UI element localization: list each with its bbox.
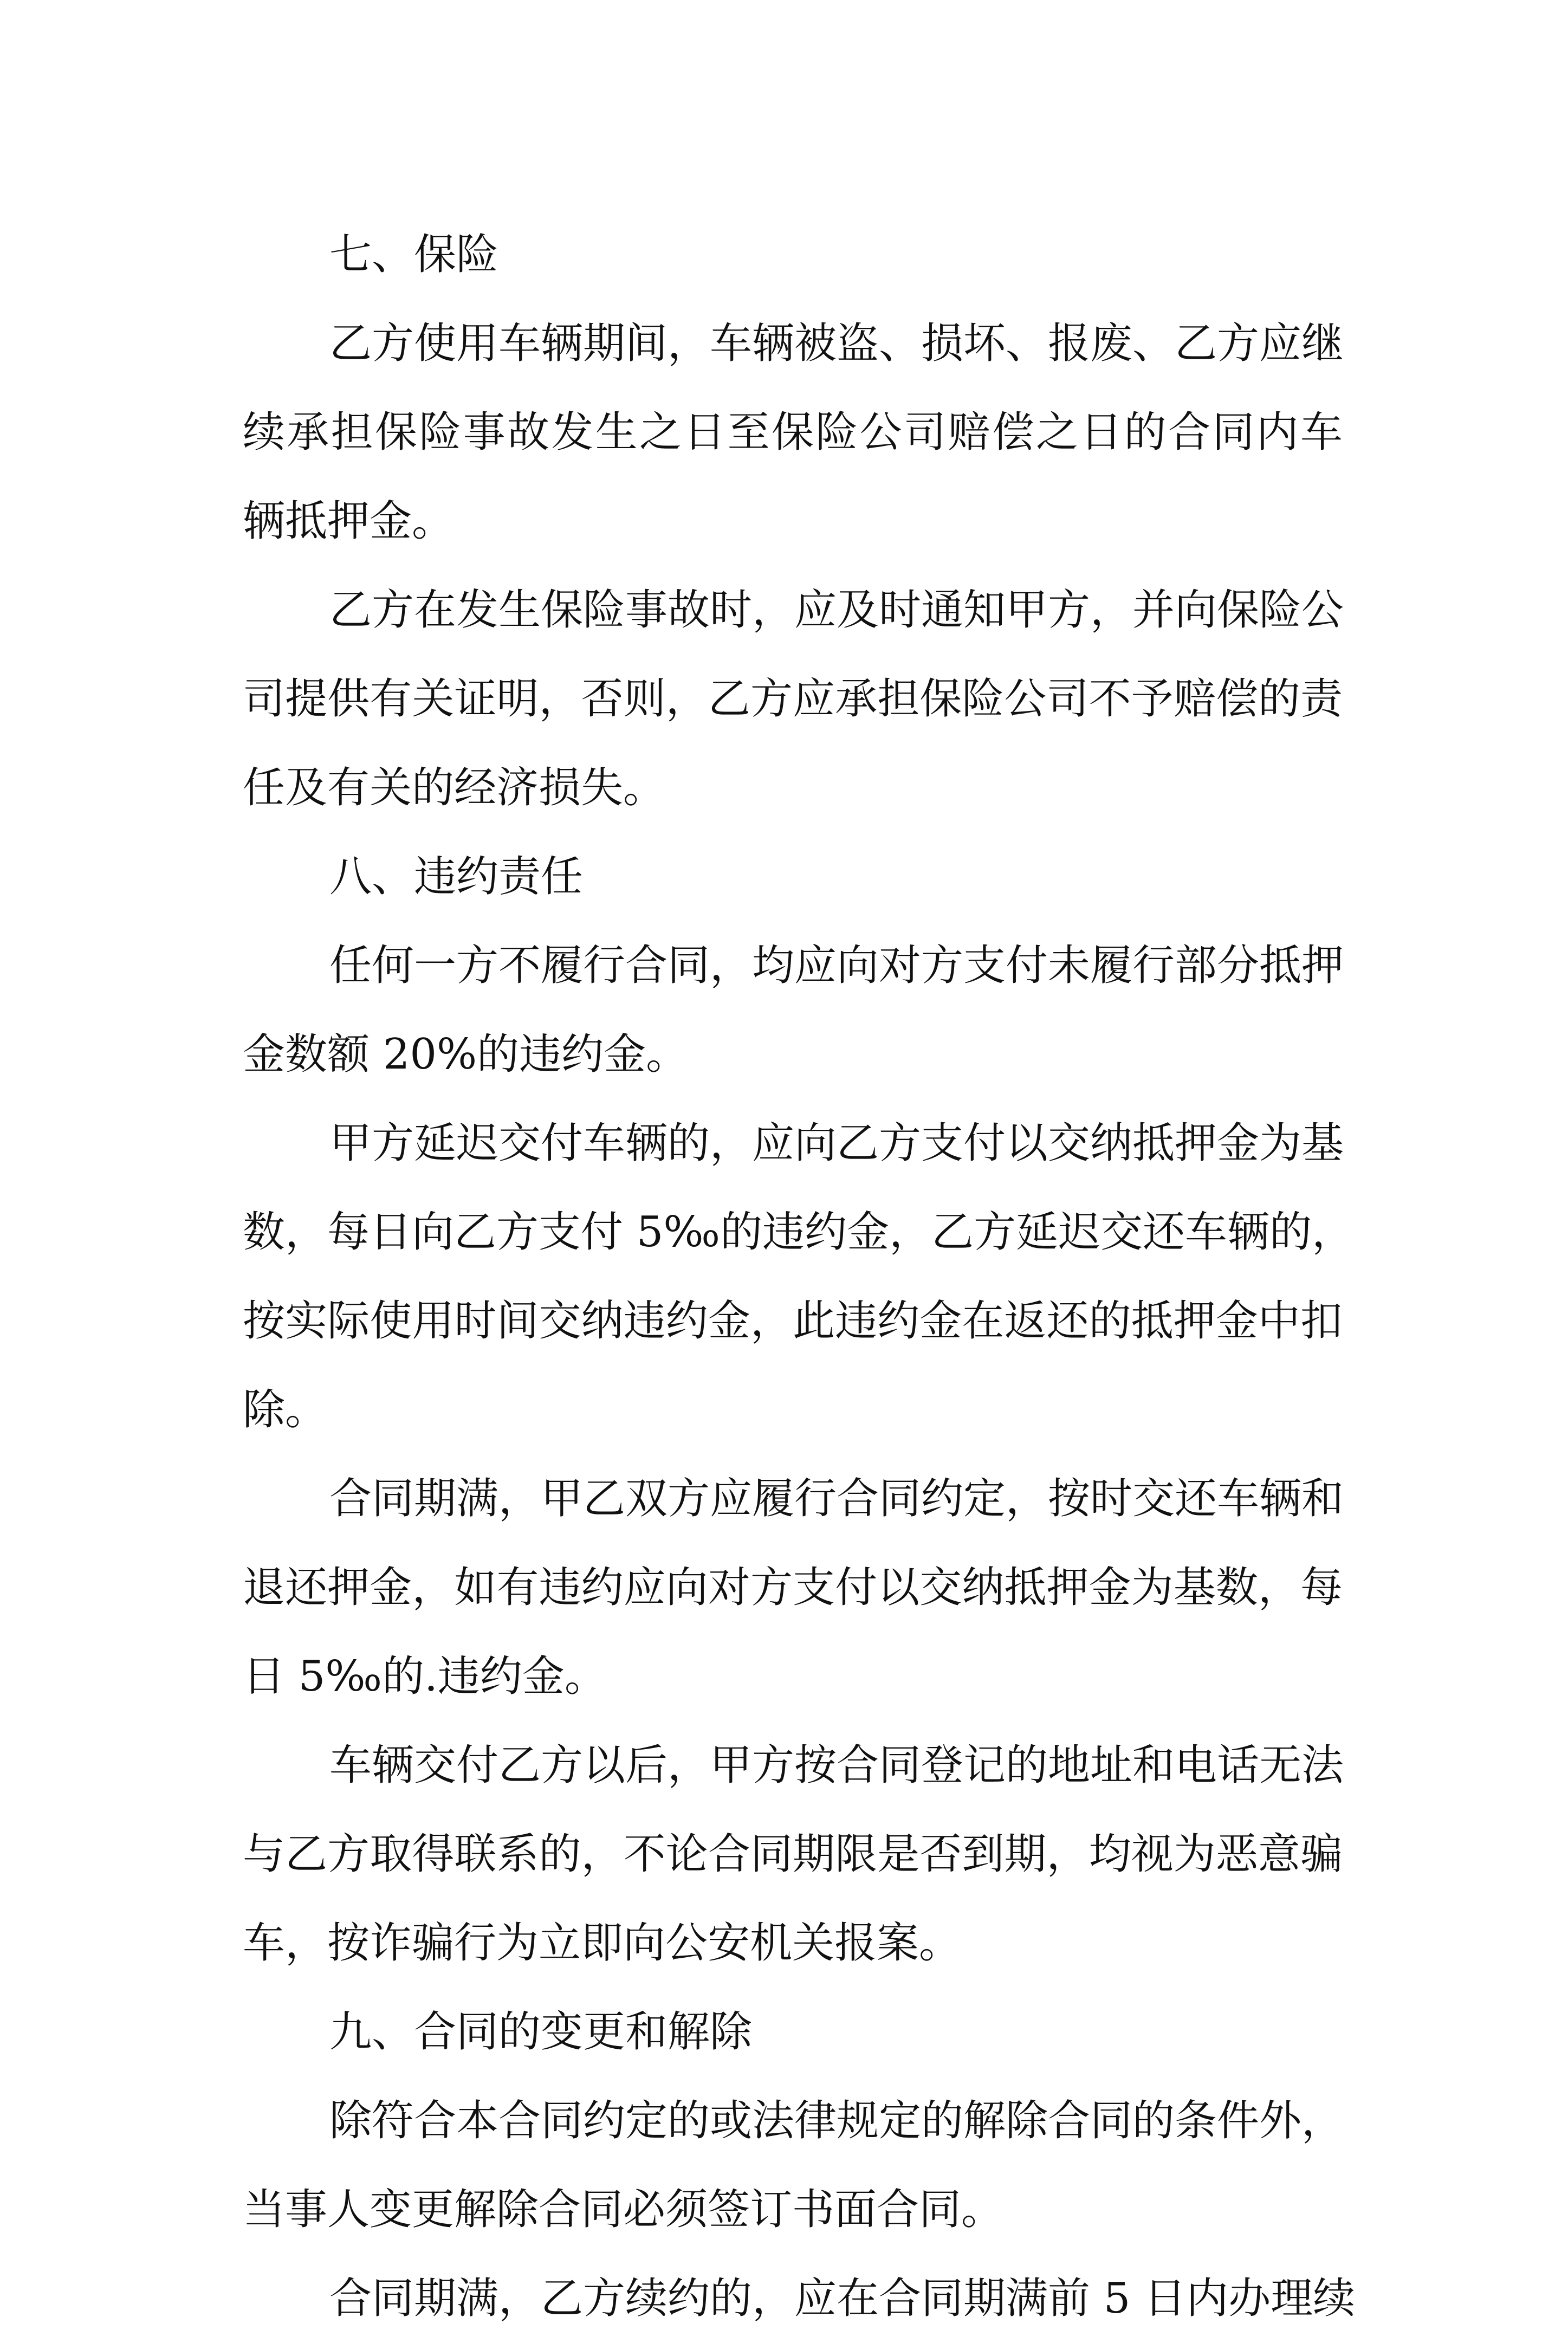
text-line: 甲方延迟交付车辆的，应向乙方支付以交纳抵押金为基 <box>329 1119 1344 1168</box>
text-line: 合同期满，乙方续约的，应在合同期满前 5 日内办理续 <box>329 2274 1356 2323</box>
text-line: 辆抵押金。 <box>243 497 455 546</box>
text-line: 乙方使用车辆期间，车辆被盗、损坏、报废、乙方应继 <box>329 319 1344 368</box>
paragraph-insurance-2 <box>243 566 1343 832</box>
text-line: 续承担保险事故发生之日至保险公司赔偿之日的合同内车 <box>243 408 1343 457</box>
paragraph-insurance-1 <box>243 299 1343 566</box>
section-heading-modification: 九、合同的变更和解除 <box>329 2008 753 2056</box>
text-line: 日 5‰的.违约金。 <box>243 1652 607 1701</box>
text-line: 除符合本合同约定的或法律规定的解除合同的条件外， <box>329 2096 1344 2145</box>
section-heading-insurance: 七、保险 <box>329 230 499 279</box>
text-line: 任及有关的经济损失。 <box>243 763 666 812</box>
text-line: 按实际使用时间交纳违约金，此违约金在返还的抵押金中扣 <box>243 1297 1343 1345</box>
text-line: 车辆交付乙方以后，甲方按合同登记的地址和电话无法 <box>329 1741 1344 1790</box>
text-line: 数，每日向乙方支付 5‰的违约金，乙方延迟交还车辆的， <box>243 1208 1355 1257</box>
text-line: 合同期满，甲乙双方应履行合同约定，按时交还车辆和 <box>329 1474 1344 1523</box>
paragraph-breach-1 <box>243 921 1343 1099</box>
text-line: 任何一方不履行合同，均应向对方支付未履行部分抵押 <box>329 941 1344 990</box>
text-line: 退还押金，如有违约应向对方支付以交纳抵押金为基数，每 <box>243 1563 1343 1612</box>
paragraph-modification-1 <box>243 2076 1343 2254</box>
text-line: 司提供有关证明，否则，乙方应承担保险公司不予赔偿的责 <box>243 675 1343 723</box>
paragraph-breach-4 <box>243 1721 1343 1988</box>
paragraph-breach-3 <box>243 1454 1343 1721</box>
text-line: 除。 <box>243 1386 328 1434</box>
text-line: 乙方在发生保险事故时，应及时通知甲方，并向保险公 <box>329 586 1344 635</box>
text-line: 当事人变更解除合同必须签订书面合同。 <box>243 2185 1004 2234</box>
paragraph-breach-2 <box>243 1099 1355 1454</box>
section-heading-breach: 八、违约责任 <box>329 852 584 901</box>
text-line: 金数额 20%的违约金。 <box>243 1030 689 1079</box>
text-line: 车，按诈骗行为立即向公安机关报案。 <box>243 1919 962 1967</box>
paragraph-modification-2 <box>243 2254 1356 2343</box>
text-line: 与乙方取得联系的，不论合同期限是否到期，均视为恶意骗 <box>243 1830 1343 1879</box>
document-body <box>243 210 1356 2343</box>
